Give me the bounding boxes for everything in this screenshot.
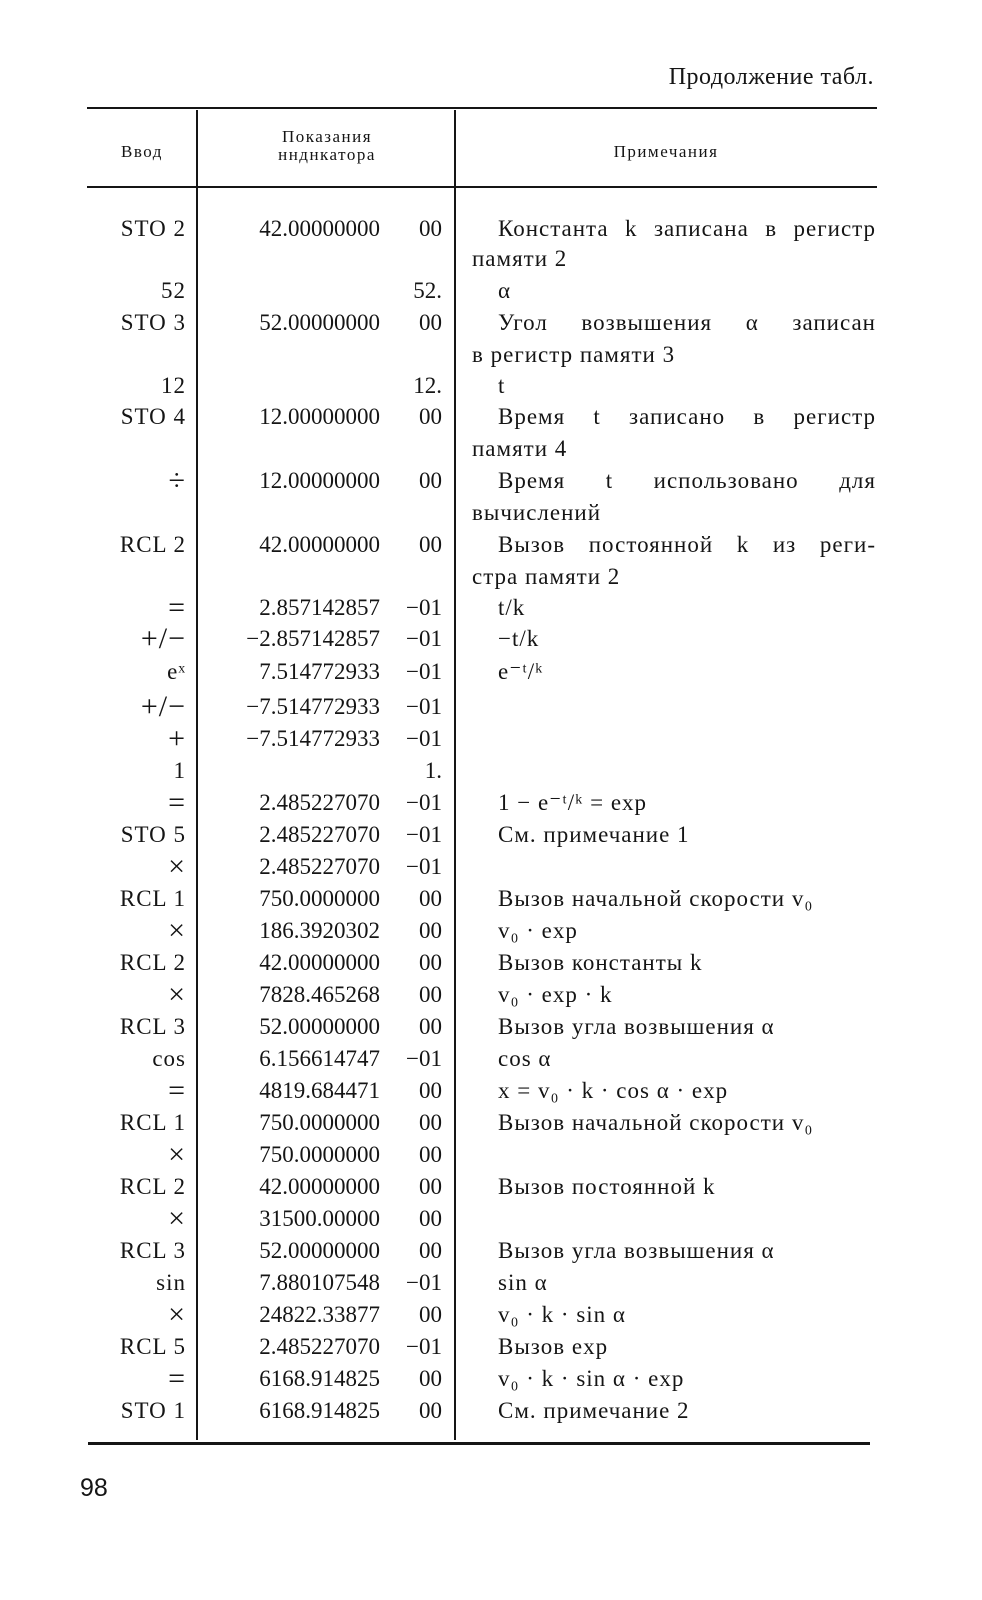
table-row [0,820,982,850]
indicator-mantissa: 750.0000000 [259,1142,380,1167]
input-key: +/− [140,622,186,655]
note-text: Константа k записана в регистр [498,216,876,241]
input-key: STO 4 [120,404,186,429]
input-key: RCL 1 [119,886,186,911]
note-text: Угол возвышения α записан [498,310,876,335]
note-text: v₀ · k · sin α · exp [498,1366,685,1391]
indicator-exponent: −01 [406,1046,442,1071]
indicator-exponent: −01 [406,1334,442,1359]
indicator-mantissa: 42.00000000 [259,1174,380,1199]
table-row [0,657,982,687]
indicator-exponent: −01 [406,659,442,684]
table-row [0,852,982,882]
note-text: См. примечание 1 [498,822,690,847]
indicator-exponent: 00 [419,1366,442,1391]
header-notes: Примечания [613,142,719,161]
table-row [0,371,982,401]
table-row [0,1364,982,1394]
table-row [0,1268,982,1298]
indicator-exponent: −01 [406,790,442,815]
table-row [0,1140,982,1170]
table-row [0,434,982,464]
table-row [0,593,982,623]
note-text: Вызов начальной скорости v₀ [498,1110,814,1135]
note-text: См. примечание 2 [498,1398,690,1423]
note-text: памяти 4 [472,436,568,461]
indicator-exponent: −01 [406,822,442,847]
note-text: α [498,278,512,303]
indicator-mantissa: 2.485227070 [259,854,380,879]
input-key: RCL 2 [119,1174,186,1199]
indicator-mantissa: 6168.914825 [259,1366,380,1391]
table-row [0,1172,982,1202]
note-text: Вызов угла возвышения α [498,1238,775,1263]
table-row [0,948,982,978]
table-row [0,1396,982,1426]
table-row [0,402,982,432]
table-row [0,244,982,274]
input-key: RCL 2 [119,532,186,557]
indicator-exponent: 00 [419,532,442,557]
indicator-exponent: −01 [406,854,442,879]
input-key: = [168,1074,186,1107]
indicator-exponent: 00 [419,1078,442,1103]
input-key: sin [156,1270,186,1295]
note-text: памяти 2 [472,246,568,271]
table-row [0,1300,982,1330]
input-key: 1 [173,758,186,783]
input-key: = [168,591,186,624]
indicator-mantissa: 7.514772933 [259,659,380,684]
indicator-mantissa: 42.00000000 [259,532,380,557]
table-row [0,1332,982,1362]
indicator-mantissa: 6.156614747 [259,1046,380,1071]
table-row [0,562,982,592]
input-key: STO 3 [120,310,186,335]
indicator-mantissa: 750.0000000 [259,886,380,911]
indicator-mantissa: −7.514772933 [246,694,380,719]
input-key: × [168,1202,186,1235]
input-key: RCL 1 [119,1110,186,1135]
indicator-exponent: −01 [406,626,442,651]
header-input: Ввод [121,142,163,161]
input-key: RCL 3 [119,1014,186,1039]
table-row [0,530,982,560]
indicator-exponent: 1. [424,758,442,783]
indicator-exponent: 52. [413,278,442,303]
table-row [0,466,982,496]
note-text: в регистр памяти 3 [472,342,676,367]
table-row [0,214,982,244]
note-text: −t/k [498,626,540,651]
input-key: = [168,786,186,819]
table-row [0,1076,982,1106]
table-row [0,1204,982,1234]
note-text: t/k [498,595,526,620]
note-text: Время t использовано для [498,468,876,493]
indicator-exponent: 12. [413,373,442,398]
input-key: ÷ [168,464,186,497]
table-row [0,692,982,722]
note-text: Вызов угла возвышения α [498,1014,775,1039]
input-key: 12 [161,373,186,398]
indicator-mantissa: 750.0000000 [259,1110,380,1135]
indicator-mantissa: 42.00000000 [259,950,380,975]
note-text: v₀ · exp [498,918,578,943]
table-row [0,1012,982,1042]
indicator-mantissa: 31500.00000 [259,1206,380,1231]
indicator-exponent: −01 [406,726,442,751]
table-row [0,884,982,914]
header-indicator-line2: ннднкатора [278,145,376,164]
input-key: STO 2 [120,216,186,241]
table-row [0,788,982,818]
indicator-exponent: −01 [406,1270,442,1295]
table-row [0,498,982,528]
input-key: RCL 2 [119,950,186,975]
table-row [0,624,982,654]
header-bottom-rule [87,186,877,188]
input-key: × [168,914,186,947]
note-text: sin α [498,1270,548,1295]
indicator-exponent: 00 [419,310,442,335]
table-top-rule [87,107,877,109]
indicator-exponent: 00 [419,1302,442,1327]
indicator-mantissa: 24822.33877 [259,1302,380,1327]
indicator-exponent: 00 [419,886,442,911]
indicator-exponent: 00 [419,1398,442,1423]
indicator-mantissa: 7.880107548 [259,1270,380,1295]
indicator-exponent: 00 [419,1142,442,1167]
indicator-mantissa: 2.485227070 [259,822,380,847]
indicator-exponent: 00 [419,468,442,493]
note-text: Вызов постоянной k из реги- [498,532,876,557]
indicator-exponent: 00 [419,918,442,943]
indicator-mantissa: 2.485227070 [259,790,380,815]
page-number: 98 [80,1474,108,1502]
note-text: Время t записано в регистр [498,404,876,429]
indicator-mantissa: −7.514772933 [246,726,380,751]
input-key: 52 [161,278,186,303]
table-row [0,340,982,370]
indicator-mantissa: 4819.684471 [259,1078,380,1103]
table-row [0,308,982,338]
header-indicator [200,128,454,164]
input-key: × [168,850,186,883]
indicator-exponent: −01 [406,595,442,620]
header-indicator-line1: Показания [281,127,373,146]
input-key: cos [152,1046,186,1071]
indicator-mantissa: 12.00000000 [259,404,380,429]
table-row [0,276,982,306]
input-key: STO 1 [120,1398,186,1423]
note-text: Вызов константы k [498,950,703,975]
indicator-mantissa: −2.857142857 [246,626,380,651]
indicator-mantissa: 42.00000000 [259,216,380,241]
input-key: × [168,978,186,1011]
table-row [0,756,982,786]
indicator-mantissa: 186.3920302 [259,918,380,943]
note-text: Вызов exp [498,1334,609,1359]
note-text: x = v₀ · k · cos α · exp [498,1078,729,1103]
indicator-exponent: 00 [419,216,442,241]
indicator-mantissa: 2.485227070 [259,1334,380,1359]
input-key: RCL 3 [119,1238,186,1263]
table-row [0,1236,982,1266]
indicator-exponent: 00 [419,1174,442,1199]
note-text: e⁻ᵗ/ᵏ [498,659,544,684]
input-key: +/− [140,690,186,723]
note-text: cos α [498,1046,552,1071]
input-key: STO 5 [120,822,186,847]
input-key: × [168,1138,186,1171]
indicator-mantissa: 52.00000000 [259,310,380,335]
table-row [0,1044,982,1074]
note-text: Вызов постоянной k [498,1174,716,1199]
indicator-exponent: 00 [419,982,442,1007]
input-key: RCL 5 [119,1334,186,1359]
indicator-exponent: 00 [419,404,442,429]
note-text: t [498,373,506,398]
indicator-mantissa: 52.00000000 [259,1238,380,1263]
indicator-exponent: 00 [419,1014,442,1039]
input-key: + [168,722,186,755]
input-key: = [168,1362,186,1395]
indicator-mantissa: 6168.914825 [259,1398,380,1423]
indicator-mantissa: 2.857142857 [259,595,380,620]
indicator-mantissa: 12.00000000 [259,468,380,493]
note-text: вычислений [472,500,602,525]
table-row [0,1108,982,1138]
indicator-mantissa: 52.00000000 [259,1014,380,1039]
indicator-mantissa: 7828.465268 [259,982,380,1007]
table-row [0,980,982,1010]
note-text: v₀ · exp · k [498,982,613,1007]
input-key: eˣ [167,659,186,684]
note-text: Вызов начальной скорости v₀ [498,886,814,911]
table-caption: Продолжение табл. [668,64,874,90]
indicator-exponent: 00 [419,1238,442,1263]
input-key: × [168,1298,186,1331]
indicator-exponent: 00 [419,950,442,975]
table-bottom-rule [88,1442,870,1445]
indicator-exponent: 00 [419,1206,442,1231]
note-text: стра памяти 2 [472,564,621,589]
note-text: v₀ · k · sin α [498,1302,626,1327]
indicator-exponent: 00 [419,1110,442,1135]
table-row [0,916,982,946]
table-row [0,724,982,754]
note-text: 1 − e⁻ᵗ/ᵏ = exp [498,790,648,815]
indicator-exponent: −01 [406,694,442,719]
